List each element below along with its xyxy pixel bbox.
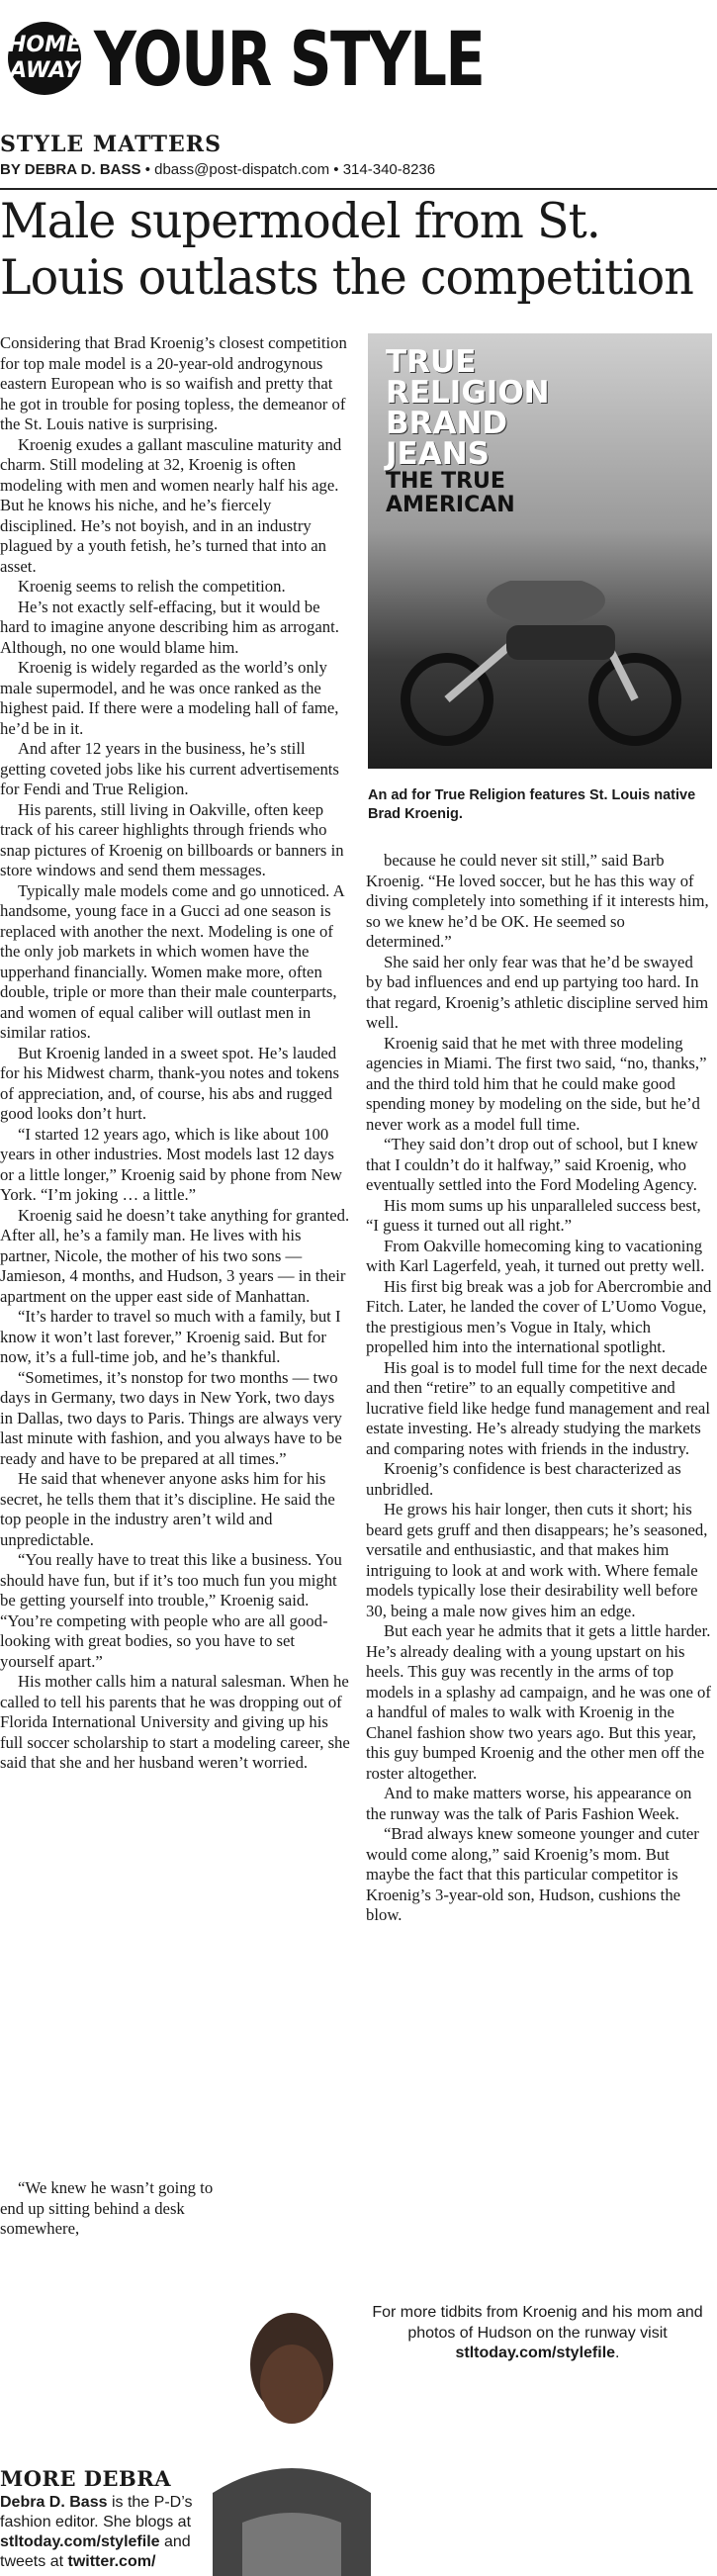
paragraph: “It’s harder to travel so much with a family, but I know it won’t last forever,” Kroenig said. But for now, it’s a full-time job, and he’s thankful.: [0, 1307, 341, 1366]
bio-text: and tweets at: [0, 2533, 191, 2570]
paragraph: Kroenig exudes a gallant masculine maturity and charm. Still modeling at 32, Kroenig is often modeling with men and women nearly half his age. But he knows his niche, and he’s fiercely disciplined. He’s not boyish, and in an industry plagued by a youth fetish, he’s turned that into an asset.: [0, 434, 342, 576]
true-religion-ad-photo: [368, 333, 712, 769]
paragraph: His mom sums up his unparalleled success best, “I guess it turned out all right.”: [366, 1195, 701, 1235]
paragraph: Kroenig said he doesn’t take anything for granted. After all, he’s a family man. He lives with his partner, Nicole, the mother of his two sons — Jamieson, 4 months, and Hudson, 3 years — in their apartment on the upper east side of Manhattan.: [0, 1205, 350, 1306]
author-name: Debra D. Bass: [0, 2494, 108, 2511]
author-photo: [213, 2295, 371, 2576]
paragraph: “We knew he wasn’t going to end up sitting behind a desk somewhere,: [0, 2178, 214, 2238]
blog-link[interactable]: stltoday.com/stylefile: [0, 2533, 160, 2550]
paragraph: “You really have to treat this like a business. You should have fun, but if it’s too much fun you might be getting yourself into trouble,” Kroenig said. “You’re competing with people who are all good-looking with great bodies, so you have to set yourself apart.”: [0, 1550, 342, 1671]
paragraph: But Kroenig landed in a sweet spot. He’s lauded for his Midwest charm, thank-you notes and tokens of appreciation, and, of course, his abs and rugged good looks don’t hurt.: [0, 1043, 339, 1123]
paragraph: His parents, still living in Oakville, often keep track of his career highlights through friends who snap pictures of Kroenig on billboards or banners in store windows and send them messages.: [0, 799, 344, 879]
logo-line-2: AWAY: [10, 58, 79, 83]
paragraph: because he could never sit still,” said Barb Kroenig. “He loved soccer, but he has this way of diving completely into something if it interests him, so we knew he’d be OK. He seemed so determined.”: [366, 851, 709, 951]
paragraph: But each year he admits that it gets a little harder. He’s already dealing with a young upstart on his heels. This guy was recently in the arms of top models in a splashy ad campaign, and he was one of a handful of males to walk with Kroenig in the Chanel fashion show two years ago. But this year, this guy bumped Kroenig and the other men off the roster altogether.: [366, 1621, 711, 1783]
paragraph: He said that whenever anyone asks him for his secret, he tells them that it’s discipline. He said the top people in the industry aren’t wild and unpredictable.: [0, 1469, 335, 1549]
ad-line: BRAND: [386, 406, 508, 441]
paragraph: He’s not exactly self-effacing, but it would be hard to imagine anyone describing him as arrogant. Although, no one would blame him.: [0, 597, 339, 657]
ad-line: TRUE: [386, 344, 477, 380]
paragraph: From Oakville homecoming king to vacationing with Karl Lagerfeld, yeah, it turned out pretty well.: [366, 1236, 705, 1275]
ad-tagline: THE TRUE: [386, 469, 505, 494]
paragraph: Typically male models come and go unnoticed. A handsome, young face in a Gucci ad one season is replaced with another the next. Modeling is one of the only job markets in which women have the upperhand financially. Women make more, often double, triple or more than their male counterparts, and women of equal caliber will outlast men in similar ratios.: [0, 880, 344, 1042]
ad-line: JEANS: [386, 436, 490, 472]
paragraph: Kroenig said that he met with three modeling agencies in Miami. The first two said, “no, thanks,” and the third told him that he could make good spending money by modeling on the side, but he’d never work as a model full time.: [366, 1033, 707, 1134]
logo-line-1: HOME: [8, 33, 82, 57]
section-title: YOUR STYLE: [94, 15, 485, 103]
paragraph: “I started 12 years ago, which is like about 100 years in other industries. Most models last 12 days or a little longer,” Kroenig said by phone from New York. “I’m joking … a little.”: [0, 1124, 342, 1204]
column-kicker: STYLE MATTERS: [0, 132, 222, 157]
paragraph: Kroenig’s confidence is best characterized as unbridled.: [366, 1459, 681, 1499]
byline: [0, 161, 435, 178]
article-column-1-continued: [0, 2178, 218, 2240]
paragraph: His mother calls him a natural salesman. When he called to tell his parents that he was dropping out of Florida International University and giving up his full soccer scholarship to start a modeling career, she said that she and her husband weren’t worried.: [0, 1672, 350, 1772]
byline-email[interactable]: dbass@post-dispatch.com: [154, 161, 330, 178]
paragraph: “They said don’t drop out of school, but I knew that I couldn’t do it halfway,” said Kroenig, who eventually settled into the Ford Modeling Agency.: [366, 1135, 698, 1194]
twitter-link[interactable]: twitter.com/: [67, 2553, 156, 2570]
byline-phone: 314-340-8236: [342, 161, 436, 178]
motorcycle-illustration: [388, 581, 694, 749]
ad-headline: [386, 344, 550, 517]
promo-text: For more tidbits from Kroenig and his mom and photos of Hudson on the runway visit: [372, 2304, 703, 2342]
author-bio: [0, 2493, 198, 2572]
paragraph: Kroenig seems to relish the competition.: [18, 577, 286, 596]
byline-sep-2: •: [333, 161, 343, 178]
more-info-promo: [362, 2303, 713, 2364]
divider: [0, 188, 717, 190]
paragraph: And after 12 years in the business, he’s still getting coveted jobs like his current advertisements for Fendi and True Religion.: [0, 739, 339, 798]
bio-text: is the P-D’s fashion editor. She blogs at: [0, 2494, 193, 2530]
home-away-logo: [8, 22, 81, 95]
paragraph: She said her only fear was that he’d be swayed by bad influences and end up partying too hard. In that regard, Kroenig’s athletic discipline served him well.: [366, 952, 709, 1032]
paragraph: His first big break was a job for Abercrombie and Fitch. Later, he landed the cover of L’Uomo Vogue, the prestigious men’s Vogue in Italy, which propelled him into the international spotlight.: [366, 1276, 712, 1356]
paragraph: And to make matters worse, his appearance on the runway was the talk of Paris Fashion Week.: [366, 1784, 692, 1823]
paragraph: “Sometimes, it’s nonstop for two months — two days in Germany, two days in New York, two days in Dallas, two days to Paris. Things are always very last minute with fashion, and you always have to be ready and have to be prepared at all times.”: [0, 1367, 342, 1468]
ad-tagline: AMERICAN: [386, 493, 515, 517]
paragraph: He grows his hair longer, then cuts it short; his beard gets gruff and then disappears; he’s seasoned, versatile and enthusiastic, and that makes him intriguing to look at and work with. Where female models typically lose their desirability well before 30, being a male now gives him an edge.: [366, 1500, 708, 1620]
byline-author: BY DEBRA D. BASS: [0, 161, 141, 178]
byline-sep-1: •: [144, 161, 155, 178]
paragraph: Kroenig is widely regarded as the world’s only male supermodel, and he was once ranked as the highest paid. If there were a modeling hall of fame, he’d be in it.: [0, 658, 339, 738]
article-column-1: [0, 333, 350, 1774]
paragraph: His goal is to model full time for the next decade and then “retire” to an equally competitive and lucrative field like hedge fund management and real estate investing. He’s already studying the markets and comparing notes with friends in the industry.: [366, 1357, 710, 1458]
promo-link[interactable]: stltoday.com/stylefile: [455, 2345, 616, 2361]
paragraph: “Brad always knew someone younger and cuter would come along,” said Kroenig’s mom. But maybe the fact that this particular competitor is Kroenig’s 3-year-old son, Hudson, cushions the blow.: [366, 1824, 699, 1924]
paragraph: Considering that Brad Kroenig’s closest competition for top male model is a 20-year-old androgynous eastern European who is so waifish and pretty that he got in trouble for posing topless, the demeanor of the St. Louis native is surprising.: [0, 333, 347, 433]
photo-caption: An ad for True Religion features St. Louis native Brad Kroenig.: [368, 787, 696, 822]
headline: Male supermodel from St. Louis outlasts the competition: [0, 193, 693, 306]
article-column-2: [366, 851, 712, 1926]
masthead: [0, 0, 717, 117]
promo-period: .: [615, 2345, 620, 2361]
ad-line: RELIGION: [386, 375, 550, 411]
more-debra-heading: MORE DEBRA: [0, 2466, 172, 2491]
